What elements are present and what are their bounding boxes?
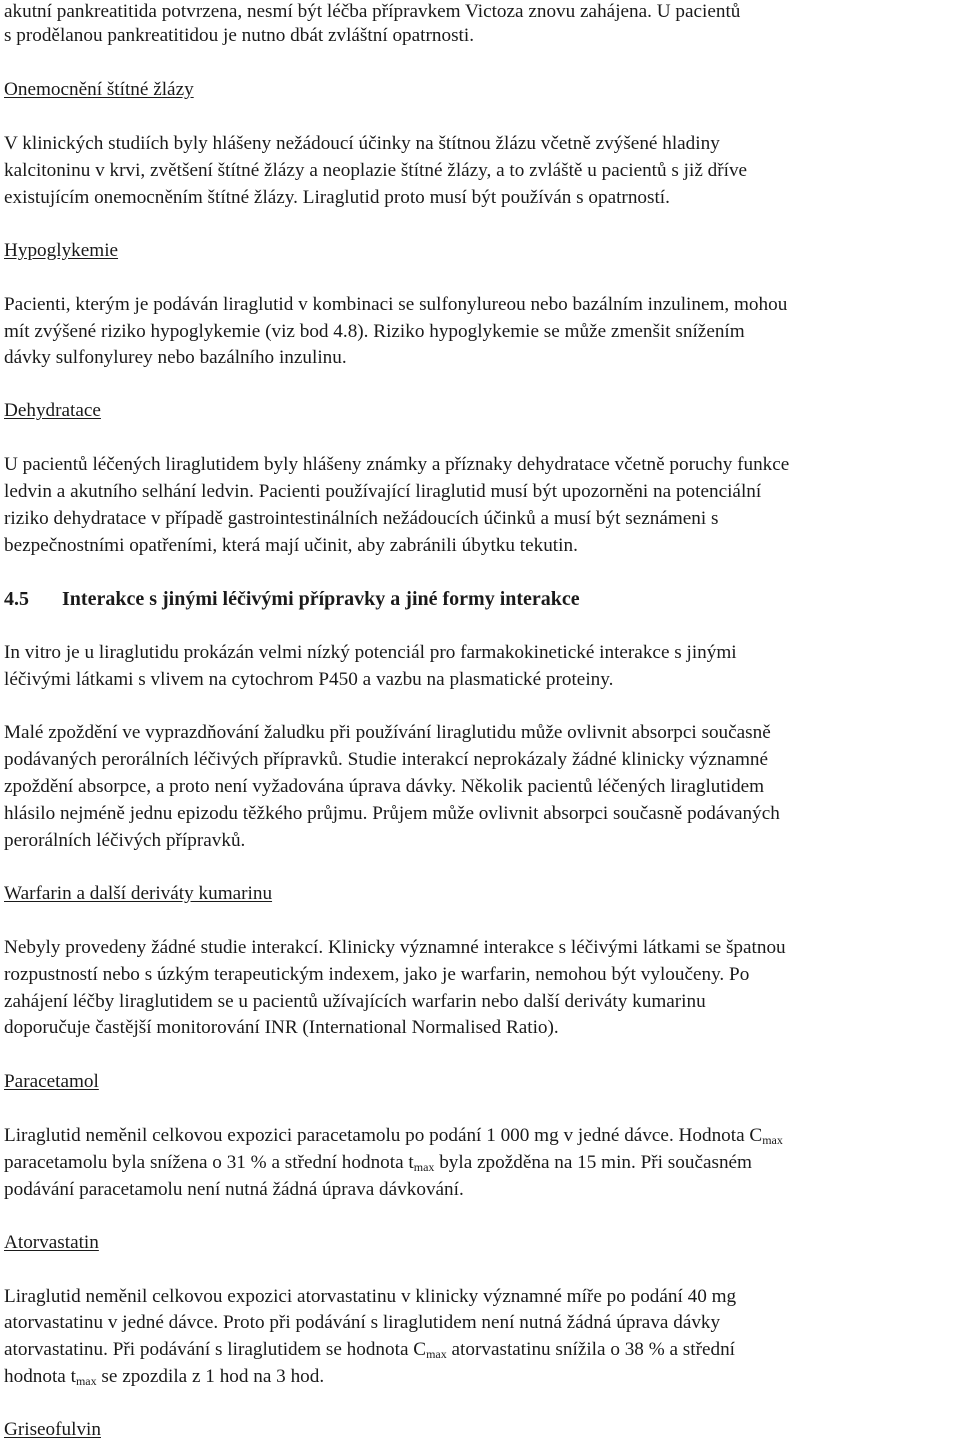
text-run: hodnota t bbox=[4, 1366, 76, 1387]
text-line: perorálních léčivých přípravků. bbox=[4, 830, 246, 851]
text-line: bezpečnostními opatřeními, která mají učinit, aby zabránili úbytku tekutin. bbox=[4, 535, 578, 556]
text-run: atorvastatinu. Při podávání s liraglutidem se hodnota C bbox=[4, 1339, 427, 1360]
section-heading-4-5 bbox=[4, 586, 580, 613]
text-line: rozpustností nebo s úzkým terapeutickým indexem, jako je warfarin, nemohou být vyloučeny. Po bbox=[4, 964, 750, 985]
subscript: max bbox=[762, 1133, 783, 1147]
text-line: kalcitoninu v krvi, zvětšení štítné žlázy a neoplazie štítné žlázy, a to zvláště u pacientů s již dříve bbox=[4, 160, 748, 181]
text-run: byla zpožděna na 15 min. Při současném bbox=[434, 1152, 752, 1173]
text-line: zpoždění absorpce, a proto není vyžadována úprava dávky. Několik pacientů léčených liraglutidem bbox=[4, 776, 765, 797]
subheading-paracetamol: Paracetamol bbox=[4, 1071, 99, 1092]
section-title: Interakce s jinými léčivými přípravky a jiné formy interakce bbox=[62, 588, 580, 610]
text-line: U pacientů léčených liraglutidem byly hlášeny známky a příznaky dehydratace včetně poruchy funkce bbox=[4, 454, 790, 475]
subheading-atorvastatin: Atorvastatin bbox=[4, 1232, 99, 1253]
subheading-thyroid: Onemocnění štítné žlázy bbox=[4, 79, 194, 100]
subheading-dehydration: Dehydratace bbox=[4, 400, 101, 421]
text-line: dávky sulfonylurey nebo bazálního inzulinu. bbox=[4, 347, 347, 368]
text-line: ledvin a akutního selhání ledvin. Pacienti používající liraglutid musí být upozorněni na potenciální bbox=[4, 481, 762, 502]
text-line: Malé zpoždění ve vyprazdňování žaludku při používání liraglutidu může ovlivnit absorpci současně bbox=[4, 722, 771, 743]
section-number: 4.5 bbox=[4, 588, 29, 610]
text-line bbox=[4, 1122, 783, 1149]
text-line bbox=[4, 1363, 324, 1390]
text-line: léčivými látkami s vlivem na cytochrom P450 a vazbu na plasmatické proteiny. bbox=[4, 669, 614, 690]
text-line: existujícím onemocněním štítné žlázy. Liraglutid proto musí být používán s opatrností. bbox=[4, 187, 670, 208]
text-line: mít zvýšené riziko hypoglykemie (viz bod 4.8). Riziko hypoglykemie se může zmenšit snížením bbox=[4, 321, 745, 342]
text-line: akutní pankreatitida potvrzena, nesmí být léčba přípravkem Victoza znovu zahájena. U pacientů bbox=[4, 1, 741, 22]
text-run: Liraglutid neměnil celkovou expozici paracetamolu po podání 1 000 mg v jedné dávce. Hodnota C bbox=[4, 1125, 763, 1146]
text-line: In vitro je u liraglutidu prokázán velmi nízký potenciál pro farmakokinetické interakce s jinými bbox=[4, 642, 737, 663]
text-line: Nebyly provedeny žádné studie interakcí. Klinicky významné interakce s léčivými látkami se špatnou bbox=[4, 937, 786, 958]
subheading-griseofulvin: Griseofulvin bbox=[4, 1419, 101, 1440]
subscript: max bbox=[413, 1160, 435, 1174]
text-line: s prodělanou pankreatitidou je nutno dbát zvláštní opatrnosti. bbox=[4, 25, 474, 46]
subscript: max bbox=[75, 1374, 97, 1388]
text-line: atorvastatinu v jedné dávce. Proto při podávání s liraglutidem není nutná žádná úprava dávky bbox=[4, 1312, 721, 1333]
text-line: podávaných perorálních léčivých přípravků. Studie interakcí neprokázaly žádné klinicky významné bbox=[4, 749, 769, 770]
text-line: podávání paracetamolu není nutná žádná úprava dávkování. bbox=[4, 1179, 464, 1200]
text-line: Liraglutid neměnil celkovou expozici atorvastatinu v klinicky významné míře po podání 40 mg bbox=[4, 1286, 737, 1307]
text-run: paracetamolu byla snížena o 31 % a střední hodnota t bbox=[4, 1152, 414, 1173]
subheading-hypoglycemia: Hypoglykemie bbox=[4, 240, 119, 261]
text-line: doporučuje častější monitorování INR (International Normalised Ratio). bbox=[4, 1017, 559, 1038]
text-line: Pacienti, kterým je podáván liraglutid v kombinaci se sulfonylureou nebo bazálním inzulinem, mohou bbox=[4, 294, 788, 315]
text-run: atorvastatinu snížila o 38 % a střední bbox=[446, 1339, 736, 1360]
subheading-warfarin: Warfarin a další deriváty kumarinu bbox=[4, 883, 273, 904]
subscript: max bbox=[426, 1347, 447, 1361]
text-line: riziko dehydratace v případě gastrointestinálních nežádoucích účinků a musí být seznámeni s bbox=[4, 508, 719, 529]
text-line: hlásilo nejméně jednu epizodu těžkého průjmu. Průjem může ovlivnit absorpci současně podávaných bbox=[4, 803, 780, 824]
text-line: V klinických studiích byly hlášeny nežádoucí účinky na štítnou žlázu včetně zvýšené hladiny bbox=[4, 133, 720, 154]
text-line: zahájení léčby liraglutidem se u pacientů užívajících warfarin nebo další deriváty kumarinu bbox=[4, 991, 706, 1012]
text-line bbox=[4, 1336, 735, 1363]
text-run: se zpozdila z 1 hod na 3 hod. bbox=[96, 1366, 325, 1387]
text-line bbox=[4, 1149, 752, 1176]
